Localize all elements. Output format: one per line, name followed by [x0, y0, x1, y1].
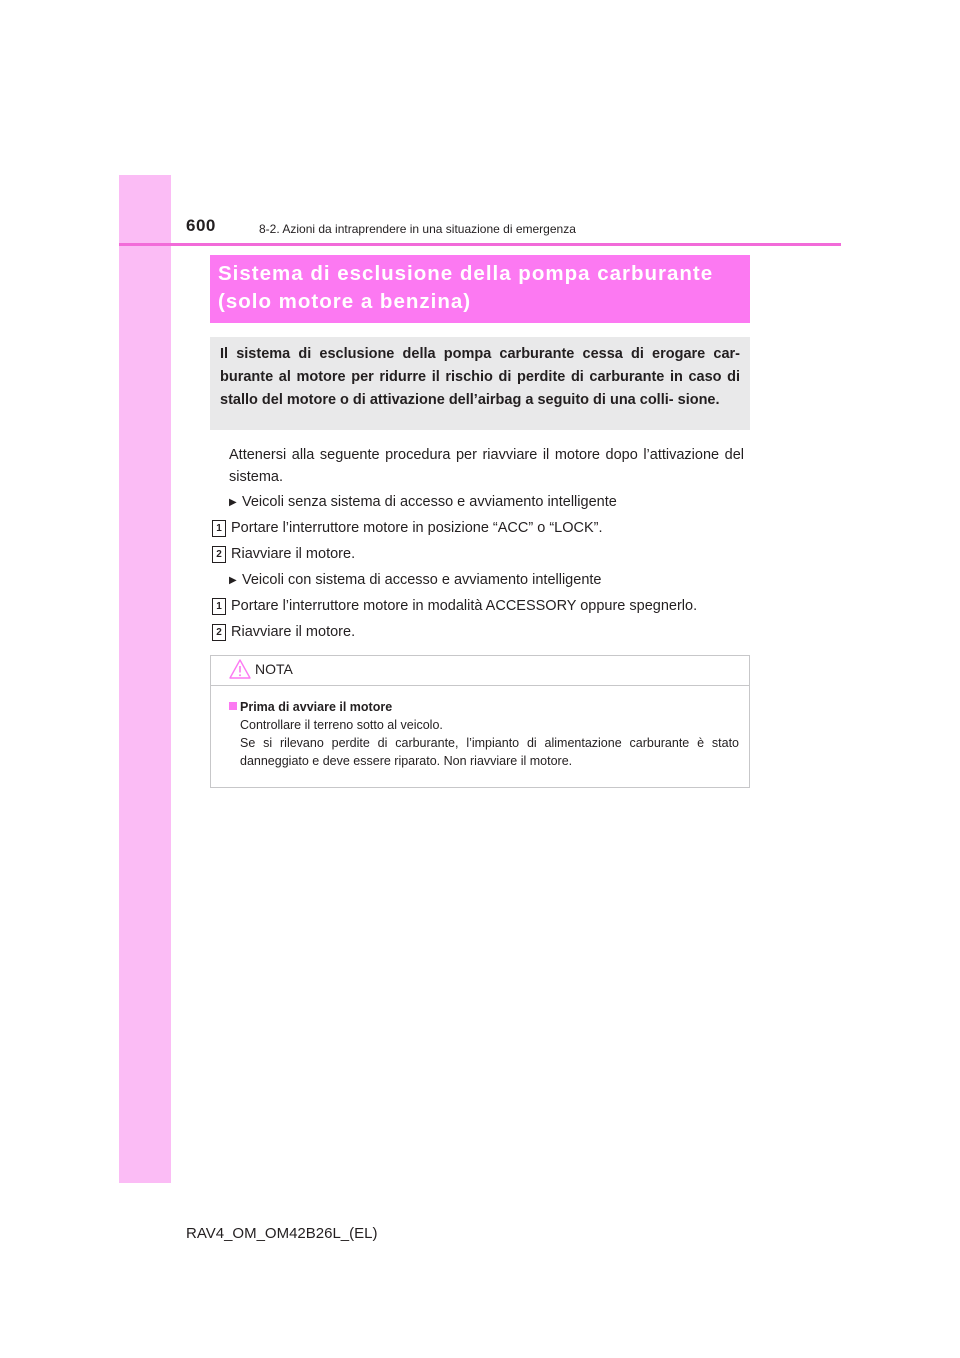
footer-code: RAV4_OM_OM42B26L_(EL)	[186, 1225, 378, 1242]
square-bullet-icon	[229, 702, 237, 710]
group2-step-2	[212, 622, 355, 642]
step-number-badge: 2	[212, 624, 226, 641]
intro-text: Il sistema di esclusione della pompa carburante cessa di erogare car- burante al motore per ridurre il rischio di perdite di carburante in caso di stallo del motore o di attivazione dell’airbag a seguito di una colli- sione.	[220, 346, 740, 408]
note-label: NOTA	[255, 661, 293, 677]
step-number-badge: 1	[212, 520, 226, 537]
group2-step-1	[212, 596, 697, 616]
group1-heading	[229, 492, 617, 513]
note-line-2: Se si rilevano perdite di carburante, l’impianto di alimentazione carburante è stato danneggiato e deve essere riparato. Non riavviare il motore.	[240, 736, 739, 768]
note-content	[211, 686, 749, 770]
title-box	[210, 255, 750, 323]
triangle-bullet-icon: ▶	[229, 575, 237, 586]
step-number-badge: 1	[212, 598, 226, 615]
header-rule	[119, 243, 841, 246]
title-line-1: Sistema di esclusione della pompa carburante	[218, 262, 714, 285]
group1-step-1	[212, 518, 603, 538]
group2-heading-text: Veicoli con sistema di accesso e avviamento intelligente	[242, 572, 602, 588]
note-heading	[229, 698, 739, 716]
title-line-2: (solo motore a benzina)	[218, 290, 472, 313]
note-heading-text: Prima di avviare il motore	[240, 700, 393, 714]
group1-heading-text: Veicoli senza sistema di accesso e avviamento intelligente	[242, 494, 617, 510]
note-header	[211, 656, 749, 686]
group1-step-2	[212, 544, 355, 564]
page-number: 600	[186, 216, 216, 235]
step-text: Portare l’interruttore motore in modalità ACCESSORY oppure spegnerlo.	[231, 598, 698, 614]
step-text: Riavviare il motore.	[231, 624, 356, 640]
step-text: Portare l’interruttore motore in posizione “ACC” o “LOCK”.	[231, 520, 603, 536]
section-title: 8-2. Azioni da intraprendere in una situazione di emergenza	[259, 222, 576, 236]
triangle-bullet-icon: ▶	[229, 497, 237, 508]
side-band	[119, 175, 171, 1183]
step-text: Riavviare il motore.	[231, 546, 356, 562]
note-line-1: Controllare il terreno sotto al veicolo.	[240, 718, 443, 732]
intro-box	[210, 337, 750, 430]
warning-icon	[229, 659, 251, 679]
group2-heading	[229, 570, 601, 591]
step-number-badge: 2	[212, 546, 226, 563]
note-box	[210, 655, 750, 788]
body-text: Attenersi alla seguente procedura per riavviare il motore dopo l’attivazione del sistema.	[229, 447, 744, 485]
